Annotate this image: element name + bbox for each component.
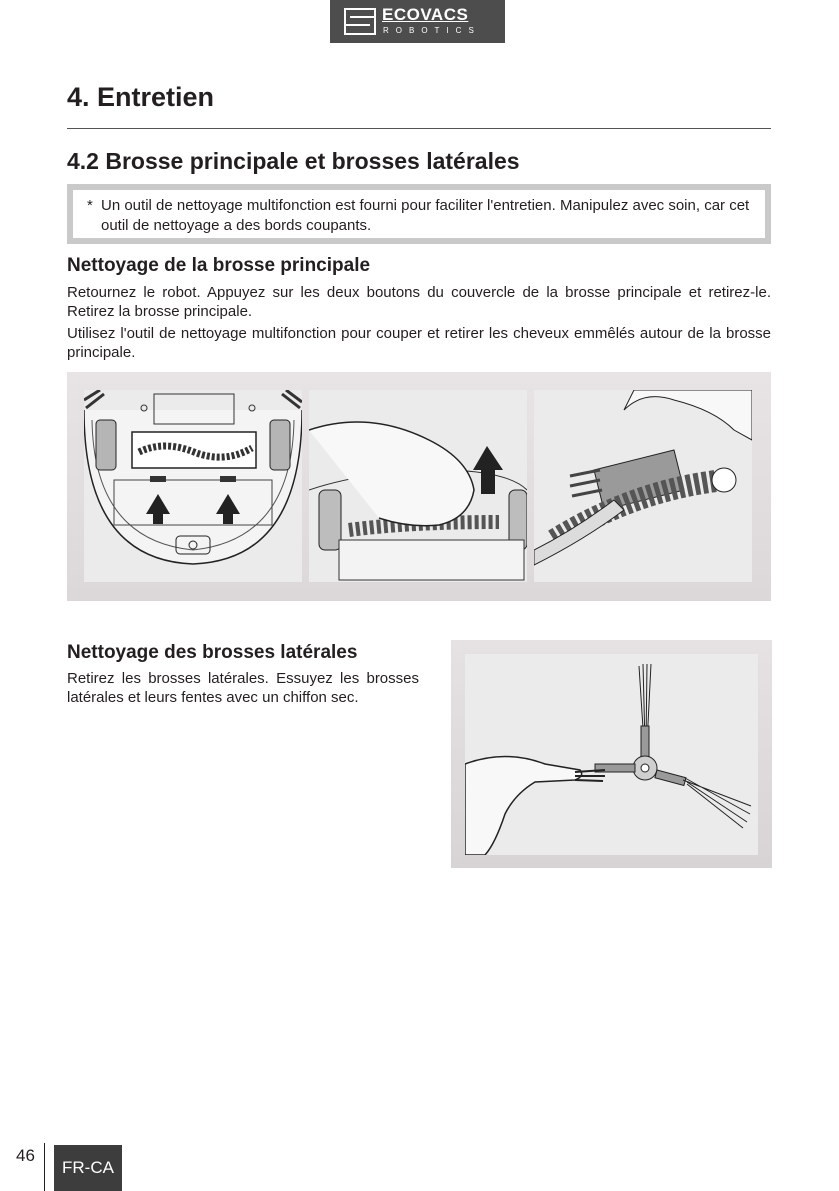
logo-sub-text: ROBOTICS	[383, 26, 481, 35]
main-brush-heading: Nettoyage de la brosse principale	[67, 255, 371, 276]
robot-underside-illustration	[84, 390, 302, 582]
locale-badge: FR-CA	[54, 1145, 122, 1191]
note-text: Un outil de nettoyage multifonction est fourni pour faciliter l'entretien. Manipulez avec soin, car cet outil de nettoyage a des bords coupants.	[101, 197, 750, 234]
ecovacs-logo	[330, 0, 505, 43]
side-brush-heading: Nettoyage des brosses latérales	[67, 642, 358, 663]
main-brush-illustrations	[67, 372, 771, 601]
side-brush-illustration	[465, 654, 758, 855]
logo-brand-text: ECOVACS	[382, 5, 469, 24]
hair-cutting-illustration	[534, 390, 752, 582]
note-marker: *	[87, 197, 93, 214]
chapter-title: 4. Entretien	[67, 82, 215, 112]
page-number: 46	[16, 1146, 35, 1165]
footer-divider	[44, 1143, 45, 1191]
caution-note-body	[73, 190, 765, 238]
caution-note	[67, 184, 771, 244]
main-brush-paragraph-2: Utilisez l'outil de nettoyage multifonction pour couper et retirer les cheveux emmêlés autour de la brosse principale.	[67, 325, 771, 361]
arrow-up-icon	[473, 446, 503, 494]
ecovacs-logo-icon	[344, 8, 376, 35]
chapter-divider	[67, 128, 771, 129]
section-title: 4.2 Brosse principale et brosses latérales	[67, 148, 520, 174]
side-brush-paragraph: Retirez les brosses latérales. Essuyez les brosses latérales et leurs fentes avec un chiffon sec.	[67, 670, 419, 706]
brush-removal-illustration	[309, 390, 527, 582]
main-brush-paragraph-1: Retournez le robot. Appuyez sur les deux boutons du couvercle de la brosse principale et retirez-le. Retirez la brosse principale.	[67, 284, 771, 320]
side-brush-illustration-frame	[451, 640, 772, 868]
